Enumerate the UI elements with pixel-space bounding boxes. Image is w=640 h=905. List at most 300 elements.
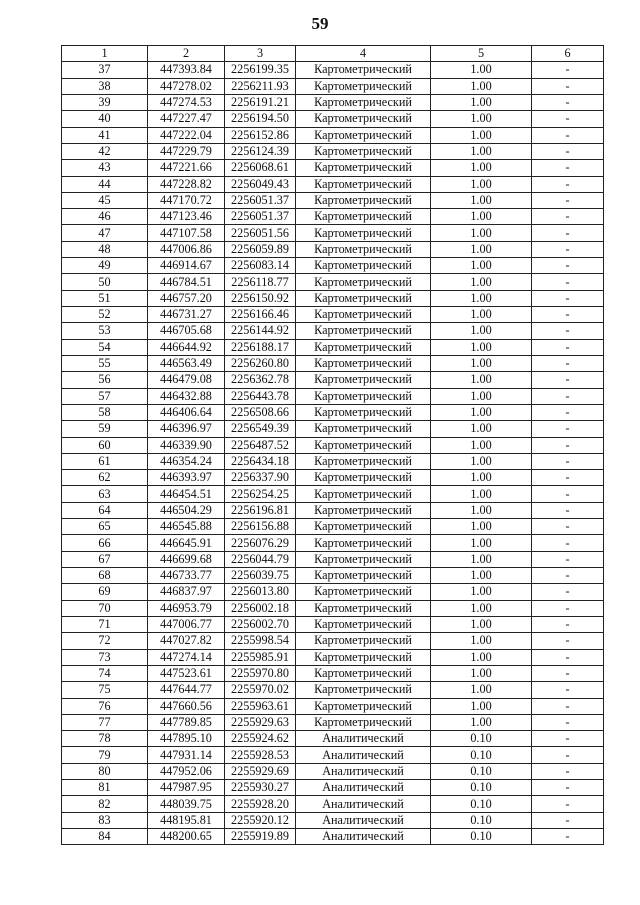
point-number-cell: 41 <box>62 127 148 143</box>
note-cell: - <box>532 290 604 306</box>
note-cell: - <box>532 241 604 257</box>
note-cell: - <box>532 176 604 192</box>
note-cell: - <box>532 829 604 845</box>
point-number-cell: 65 <box>62 519 148 535</box>
x-coordinate-cell: 447274.14 <box>148 649 225 665</box>
column-header: 1 <box>62 46 148 62</box>
y-coordinate-cell: 2255929.69 <box>225 763 296 779</box>
point-number-cell: 50 <box>62 274 148 290</box>
table-row <box>62 404 604 420</box>
precision-cell: 1.00 <box>431 649 532 665</box>
table-row <box>62 698 604 714</box>
note-cell: - <box>532 714 604 730</box>
note-cell: - <box>532 404 604 420</box>
method-cell: Аналитический <box>296 763 431 779</box>
precision-cell: 1.00 <box>431 143 532 159</box>
x-coordinate-cell: 446339.90 <box>148 437 225 453</box>
method-cell: Картометрический <box>296 535 431 551</box>
x-coordinate-cell: 446705.68 <box>148 323 225 339</box>
point-number-cell: 81 <box>62 780 148 796</box>
method-cell: Картометрический <box>296 355 431 371</box>
x-coordinate-cell: 446504.29 <box>148 502 225 518</box>
table-row <box>62 535 604 551</box>
method-cell: Картометрический <box>296 209 431 225</box>
precision-cell: 1.00 <box>431 519 532 535</box>
note-cell: - <box>532 698 604 714</box>
table-row <box>62 600 604 616</box>
point-number-cell: 39 <box>62 94 148 110</box>
note-cell: - <box>532 307 604 323</box>
y-coordinate-cell: 2255985.91 <box>225 649 296 665</box>
x-coordinate-cell: 447987.95 <box>148 780 225 796</box>
point-number-cell: 64 <box>62 502 148 518</box>
method-cell: Картометрический <box>296 568 431 584</box>
point-number-cell: 59 <box>62 421 148 437</box>
x-coordinate-cell: 447123.46 <box>148 209 225 225</box>
method-cell: Картометрический <box>296 453 431 469</box>
table-row <box>62 747 604 763</box>
y-coordinate-cell: 2256051.56 <box>225 225 296 241</box>
page-number: 59 <box>311 14 329 33</box>
y-coordinate-cell: 2255970.80 <box>225 665 296 681</box>
precision-cell: 1.00 <box>431 470 532 486</box>
point-number-cell: 37 <box>62 62 148 78</box>
point-number-cell: 67 <box>62 551 148 567</box>
point-number-cell: 51 <box>62 290 148 306</box>
x-coordinate-cell: 447006.77 <box>148 616 225 632</box>
x-coordinate-cell: 446914.67 <box>148 258 225 274</box>
precision-cell: 1.00 <box>431 274 532 290</box>
table-row <box>62 209 604 225</box>
point-number-cell: 49 <box>62 258 148 274</box>
table-row <box>62 62 604 78</box>
note-cell: - <box>532 780 604 796</box>
method-cell: Картометрический <box>296 616 431 632</box>
table-row <box>62 568 604 584</box>
table-row <box>62 796 604 812</box>
precision-cell: 1.00 <box>431 192 532 208</box>
y-coordinate-cell: 2255929.63 <box>225 714 296 730</box>
note-cell: - <box>532 388 604 404</box>
method-cell: Аналитический <box>296 747 431 763</box>
y-coordinate-cell: 2255920.12 <box>225 812 296 828</box>
point-number-cell: 71 <box>62 616 148 632</box>
table-row <box>62 665 604 681</box>
precision-cell: 0.10 <box>431 796 532 812</box>
point-number-cell: 75 <box>62 682 148 698</box>
method-cell: Картометрический <box>296 437 431 453</box>
precision-cell: 0.10 <box>431 747 532 763</box>
x-coordinate-cell: 447221.66 <box>148 160 225 176</box>
table-row <box>62 78 604 94</box>
precision-cell: 1.00 <box>431 62 532 78</box>
table-row <box>62 241 604 257</box>
x-coordinate-cell: 446393.97 <box>148 470 225 486</box>
y-coordinate-cell: 2255970.02 <box>225 682 296 698</box>
precision-cell: 1.00 <box>431 633 532 649</box>
y-coordinate-cell: 2255930.27 <box>225 780 296 796</box>
point-number-cell: 68 <box>62 568 148 584</box>
method-cell: Картометрический <box>296 633 431 649</box>
note-cell: - <box>532 339 604 355</box>
column-header: 5 <box>431 46 532 62</box>
method-cell: Картометрический <box>296 241 431 257</box>
y-coordinate-cell: 2256337.90 <box>225 470 296 486</box>
precision-cell: 1.00 <box>431 682 532 698</box>
x-coordinate-cell: 446432.88 <box>148 388 225 404</box>
point-number-cell: 62 <box>62 470 148 486</box>
point-number-cell: 70 <box>62 600 148 616</box>
table-row <box>62 649 604 665</box>
table-row <box>62 616 604 632</box>
note-cell: - <box>532 502 604 518</box>
y-coordinate-cell: 2256191.21 <box>225 94 296 110</box>
method-cell: Картометрический <box>296 502 431 518</box>
note-cell: - <box>532 682 604 698</box>
precision-cell: 1.00 <box>431 698 532 714</box>
table-row <box>62 372 604 388</box>
table-row <box>62 127 604 143</box>
table-row <box>62 388 604 404</box>
note-cell: - <box>532 421 604 437</box>
method-cell: Картометрический <box>296 94 431 110</box>
point-number-cell: 83 <box>62 812 148 828</box>
method-cell: Картометрический <box>296 62 431 78</box>
method-cell: Картометрический <box>296 339 431 355</box>
precision-cell: 0.10 <box>431 763 532 779</box>
point-number-cell: 72 <box>62 633 148 649</box>
method-cell: Картометрический <box>296 649 431 665</box>
x-coordinate-cell: 446644.92 <box>148 339 225 355</box>
method-cell: Картометрический <box>296 486 431 502</box>
method-cell: Картометрический <box>296 584 431 600</box>
table-row <box>62 551 604 567</box>
point-number-cell: 74 <box>62 665 148 681</box>
note-cell: - <box>532 127 604 143</box>
x-coordinate-cell: 447229.79 <box>148 143 225 159</box>
precision-cell: 1.00 <box>431 388 532 404</box>
column-header: 3 <box>225 46 296 62</box>
x-coordinate-cell: 446396.97 <box>148 421 225 437</box>
x-coordinate-cell: 448195.81 <box>148 812 225 828</box>
point-number-cell: 77 <box>62 714 148 730</box>
note-cell: - <box>532 274 604 290</box>
x-coordinate-cell: 447952.06 <box>148 763 225 779</box>
y-coordinate-cell: 2256434.18 <box>225 453 296 469</box>
method-cell: Картометрический <box>296 372 431 388</box>
x-coordinate-cell: 446563.49 <box>148 355 225 371</box>
note-cell: - <box>532 111 604 127</box>
note-cell: - <box>532 568 604 584</box>
note-cell: - <box>532 225 604 241</box>
method-cell: Картометрический <box>296 682 431 698</box>
method-cell: Картометрический <box>296 111 431 127</box>
y-coordinate-cell: 2256152.86 <box>225 127 296 143</box>
note-cell: - <box>532 470 604 486</box>
point-number-cell: 84 <box>62 829 148 845</box>
x-coordinate-cell: 447222.04 <box>148 127 225 143</box>
method-cell: Картометрический <box>296 192 431 208</box>
point-number-cell: 76 <box>62 698 148 714</box>
point-number-cell: 79 <box>62 747 148 763</box>
method-cell: Картометрический <box>296 388 431 404</box>
x-coordinate-cell: 447931.14 <box>148 747 225 763</box>
x-coordinate-cell: 447660.56 <box>148 698 225 714</box>
precision-cell: 1.00 <box>431 453 532 469</box>
point-number-cell: 60 <box>62 437 148 453</box>
method-cell: Картометрический <box>296 519 431 535</box>
note-cell: - <box>532 551 604 567</box>
note-cell: - <box>532 78 604 94</box>
x-coordinate-cell: 446757.20 <box>148 290 225 306</box>
method-cell: Картометрический <box>296 714 431 730</box>
note-cell: - <box>532 535 604 551</box>
table-row <box>62 519 604 535</box>
table-body <box>62 62 604 845</box>
table-row <box>62 780 604 796</box>
table-row <box>62 111 604 127</box>
y-coordinate-cell: 2256199.35 <box>225 62 296 78</box>
x-coordinate-cell: 447006.86 <box>148 241 225 257</box>
note-cell: - <box>532 160 604 176</box>
y-coordinate-cell: 2256362.78 <box>225 372 296 388</box>
note-cell: - <box>532 372 604 388</box>
x-coordinate-cell: 447228.82 <box>148 176 225 192</box>
table-row <box>62 633 604 649</box>
table-header-row <box>62 46 604 62</box>
point-number-cell: 55 <box>62 355 148 371</box>
point-number-cell: 61 <box>62 453 148 469</box>
y-coordinate-cell: 2256508.66 <box>225 404 296 420</box>
precision-cell: 1.00 <box>431 437 532 453</box>
method-cell: Картометрический <box>296 127 431 143</box>
table-row <box>62 486 604 502</box>
y-coordinate-cell: 2256118.77 <box>225 274 296 290</box>
precision-cell: 1.00 <box>431 290 532 306</box>
x-coordinate-cell: 447789.85 <box>148 714 225 730</box>
x-coordinate-cell: 447644.77 <box>148 682 225 698</box>
y-coordinate-cell: 2256076.29 <box>225 535 296 551</box>
point-number-cell: 48 <box>62 241 148 257</box>
precision-cell: 1.00 <box>431 600 532 616</box>
note-cell: - <box>532 584 604 600</box>
y-coordinate-cell: 2256002.18 <box>225 600 296 616</box>
x-coordinate-cell: 446479.08 <box>148 372 225 388</box>
method-cell: Картометрический <box>296 225 431 241</box>
precision-cell: 1.00 <box>431 78 532 94</box>
note-cell: - <box>532 453 604 469</box>
method-cell: Картометрический <box>296 143 431 159</box>
method-cell: Картометрический <box>296 551 431 567</box>
note-cell: - <box>532 616 604 632</box>
method-cell: Аналитический <box>296 796 431 812</box>
y-coordinate-cell: 2256049.43 <box>225 176 296 192</box>
x-coordinate-cell: 446354.24 <box>148 453 225 469</box>
x-coordinate-cell: 447523.61 <box>148 665 225 681</box>
x-coordinate-cell: 446699.68 <box>148 551 225 567</box>
precision-cell: 1.00 <box>431 209 532 225</box>
method-cell: Аналитический <box>296 812 431 828</box>
precision-cell: 1.00 <box>431 404 532 420</box>
x-coordinate-cell: 447895.10 <box>148 731 225 747</box>
table-row <box>62 437 604 453</box>
table-row <box>62 339 604 355</box>
y-coordinate-cell: 2255928.20 <box>225 796 296 812</box>
precision-cell: 1.00 <box>431 665 532 681</box>
method-cell: Картометрический <box>296 470 431 486</box>
table-row <box>62 584 604 600</box>
method-cell: Картометрический <box>296 421 431 437</box>
method-cell: Картометрический <box>296 176 431 192</box>
y-coordinate-cell: 2256051.37 <box>225 192 296 208</box>
note-cell: - <box>532 143 604 159</box>
note-cell: - <box>532 600 604 616</box>
x-coordinate-cell: 447027.82 <box>148 633 225 649</box>
table-row <box>62 453 604 469</box>
y-coordinate-cell: 2256068.61 <box>225 160 296 176</box>
point-number-cell: 52 <box>62 307 148 323</box>
precision-cell: 0.10 <box>431 731 532 747</box>
y-coordinate-cell: 2256166.46 <box>225 307 296 323</box>
y-coordinate-cell: 2256188.17 <box>225 339 296 355</box>
precision-cell: 1.00 <box>431 241 532 257</box>
x-coordinate-cell: 446645.91 <box>148 535 225 551</box>
y-coordinate-cell: 2256254.25 <box>225 486 296 502</box>
y-coordinate-cell: 2256002.70 <box>225 616 296 632</box>
precision-cell: 1.00 <box>431 160 532 176</box>
method-cell: Картометрический <box>296 698 431 714</box>
x-coordinate-cell: 447274.53 <box>148 94 225 110</box>
point-number-cell: 82 <box>62 796 148 812</box>
y-coordinate-cell: 2256260.80 <box>225 355 296 371</box>
y-coordinate-cell: 2256039.75 <box>225 568 296 584</box>
precision-cell: 1.00 <box>431 111 532 127</box>
x-coordinate-cell: 446784.51 <box>148 274 225 290</box>
point-number-cell: 66 <box>62 535 148 551</box>
x-coordinate-cell: 447278.02 <box>148 78 225 94</box>
precision-cell: 1.00 <box>431 372 532 388</box>
y-coordinate-cell: 2255924.62 <box>225 731 296 747</box>
note-cell: - <box>532 812 604 828</box>
x-coordinate-cell: 446406.64 <box>148 404 225 420</box>
coordinates-table <box>61 45 604 845</box>
table-row <box>62 355 604 371</box>
point-number-cell: 63 <box>62 486 148 502</box>
point-number-cell: 58 <box>62 404 148 420</box>
note-cell: - <box>532 519 604 535</box>
table-row <box>62 192 604 208</box>
precision-cell: 1.00 <box>431 339 532 355</box>
point-number-cell: 56 <box>62 372 148 388</box>
table-row <box>62 258 604 274</box>
point-number-cell: 44 <box>62 176 148 192</box>
x-coordinate-cell: 446733.77 <box>148 568 225 584</box>
note-cell: - <box>532 747 604 763</box>
table-row <box>62 421 604 437</box>
note-cell: - <box>532 633 604 649</box>
point-number-cell: 54 <box>62 339 148 355</box>
method-cell: Картометрический <box>296 323 431 339</box>
precision-cell: 0.10 <box>431 812 532 828</box>
x-coordinate-cell: 446454.51 <box>148 486 225 502</box>
table-row <box>62 829 604 845</box>
y-coordinate-cell: 2256549.39 <box>225 421 296 437</box>
y-coordinate-cell: 2256150.92 <box>225 290 296 306</box>
y-coordinate-cell: 2256044.79 <box>225 551 296 567</box>
method-cell: Картометрический <box>296 274 431 290</box>
y-coordinate-cell: 2256013.80 <box>225 584 296 600</box>
precision-cell: 1.00 <box>431 94 532 110</box>
x-coordinate-cell: 448039.75 <box>148 796 225 812</box>
method-cell: Картометрический <box>296 258 431 274</box>
point-number-cell: 78 <box>62 731 148 747</box>
precision-cell: 1.00 <box>431 323 532 339</box>
precision-cell: 0.10 <box>431 829 532 845</box>
note-cell: - <box>532 731 604 747</box>
note-cell: - <box>532 94 604 110</box>
precision-cell: 1.00 <box>431 714 532 730</box>
note-cell: - <box>532 192 604 208</box>
y-coordinate-cell: 2255998.54 <box>225 633 296 649</box>
table-row <box>62 502 604 518</box>
precision-cell: 1.00 <box>431 551 532 567</box>
x-coordinate-cell: 448200.65 <box>148 829 225 845</box>
y-coordinate-cell: 2256487.52 <box>225 437 296 453</box>
note-cell: - <box>532 355 604 371</box>
method-cell: Картометрический <box>296 665 431 681</box>
method-cell: Картометрический <box>296 290 431 306</box>
note-cell: - <box>532 437 604 453</box>
x-coordinate-cell: 447227.47 <box>148 111 225 127</box>
precision-cell: 1.00 <box>431 584 532 600</box>
column-header: 4 <box>296 46 431 62</box>
x-coordinate-cell: 446953.79 <box>148 600 225 616</box>
y-coordinate-cell: 2256196.81 <box>225 502 296 518</box>
y-coordinate-cell: 2256211.93 <box>225 78 296 94</box>
point-number-cell: 43 <box>62 160 148 176</box>
precision-cell: 1.00 <box>431 225 532 241</box>
y-coordinate-cell: 2256194.50 <box>225 111 296 127</box>
point-number-cell: 73 <box>62 649 148 665</box>
method-cell: Картометрический <box>296 78 431 94</box>
point-number-cell: 38 <box>62 78 148 94</box>
table-row <box>62 731 604 747</box>
precision-cell: 1.00 <box>431 421 532 437</box>
table-row <box>62 143 604 159</box>
table-row <box>62 714 604 730</box>
precision-cell: 1.00 <box>431 355 532 371</box>
point-number-cell: 69 <box>62 584 148 600</box>
note-cell: - <box>532 763 604 779</box>
point-number-cell: 57 <box>62 388 148 404</box>
table-row <box>62 307 604 323</box>
table-row <box>62 94 604 110</box>
precision-cell: 1.00 <box>431 486 532 502</box>
precision-cell: 1.00 <box>431 127 532 143</box>
x-coordinate-cell: 447107.58 <box>148 225 225 241</box>
point-number-cell: 80 <box>62 763 148 779</box>
y-coordinate-cell: 2255963.61 <box>225 698 296 714</box>
x-coordinate-cell: 446731.27 <box>148 307 225 323</box>
column-header: 6 <box>532 46 604 62</box>
precision-cell: 1.00 <box>431 568 532 584</box>
note-cell: - <box>532 323 604 339</box>
note-cell: - <box>532 258 604 274</box>
note-cell: - <box>532 209 604 225</box>
method-cell: Аналитический <box>296 829 431 845</box>
y-coordinate-cell: 2256443.78 <box>225 388 296 404</box>
point-number-cell: 45 <box>62 192 148 208</box>
